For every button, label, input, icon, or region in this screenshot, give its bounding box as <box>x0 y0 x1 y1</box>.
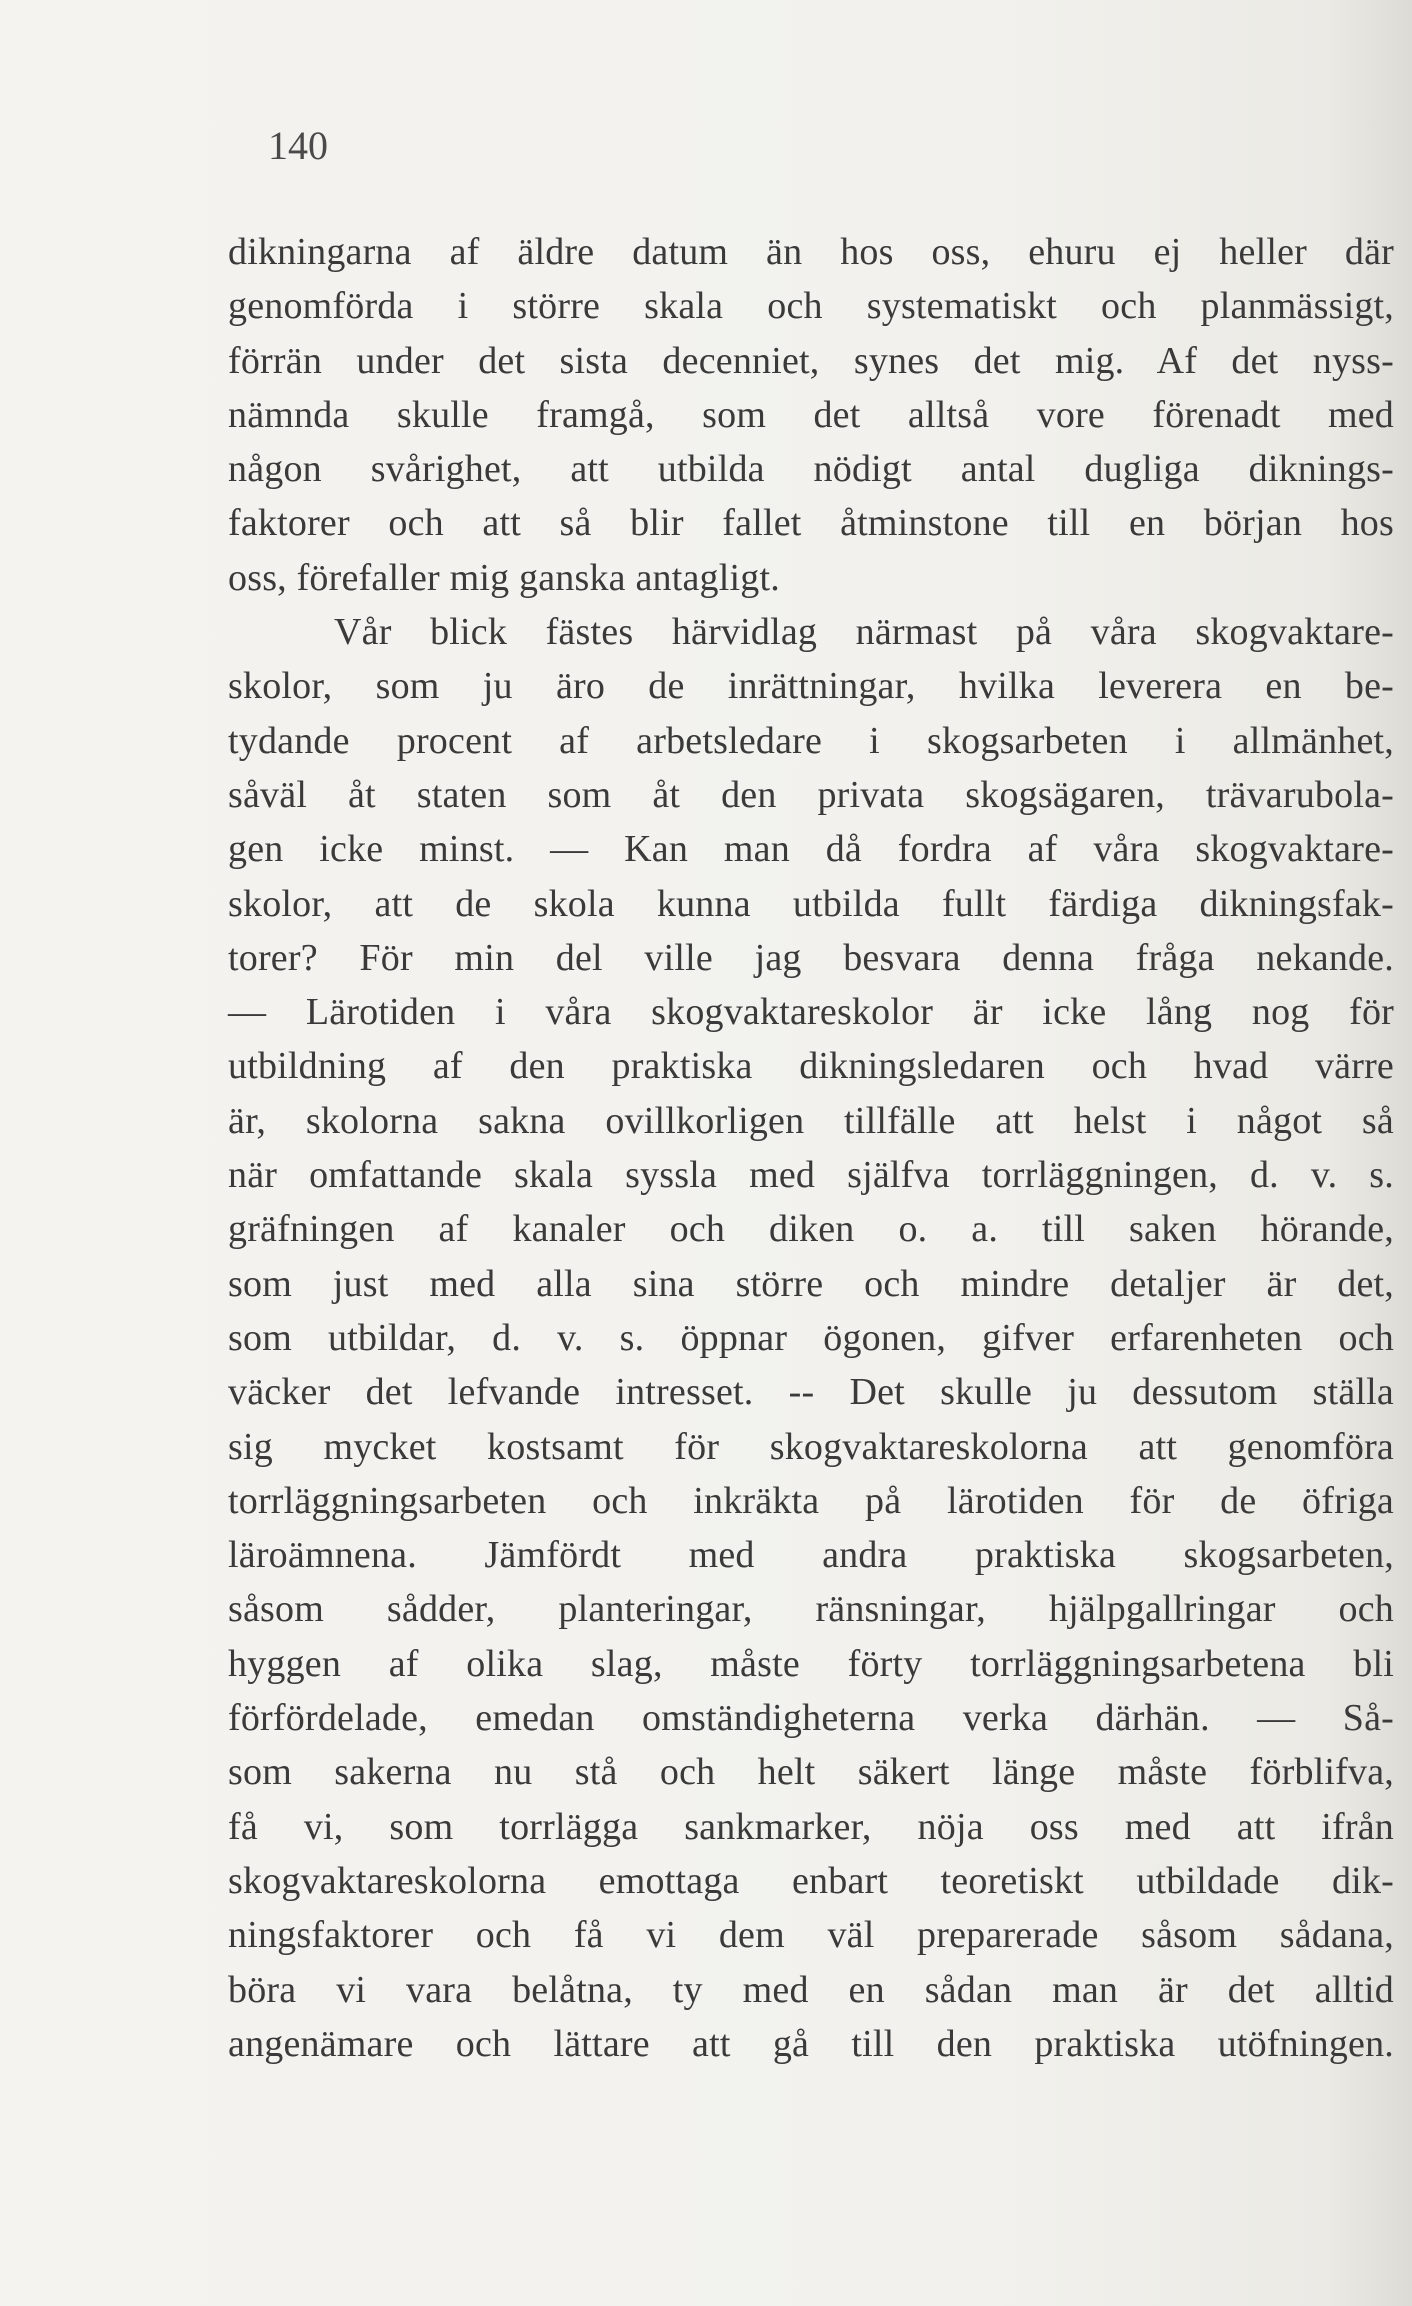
text-line: skogvaktareskolorna emottaga enbart teoretiskt utbildade dik- <box>228 1859 1394 1902</box>
text-line: hyggen af olika slag, måste förty torrläggningsarbetena bli <box>228 1642 1394 1685</box>
text-line: tydande procent af arbetsledare i skogsarbeten i allmänhet, <box>228 719 1394 762</box>
text-line: — Lärotiden i våra skogvaktareskolor är icke lång nog för <box>228 991 1394 1034</box>
text-line: någon svårighet, att utbilda nödigt antal dugliga diknings- <box>228 448 1394 491</box>
text-line-paragraph-start: Vår blick fästes härvidlag närmast på våra skogvaktare- <box>334 611 1394 654</box>
text-line: få vi, som torrlägga sankmarker, nöja oss med att ifrån <box>228 1805 1394 1848</box>
text-line: som sakerna nu stå och helt säkert länge måste förblifva, <box>228 1751 1394 1794</box>
text-line: utbildning af den praktiska dikningsledaren och hvad värre <box>228 1045 1394 1088</box>
text-line: läroämnena. Jämfördt med andra praktiska skogsarbeten, <box>228 1534 1394 1577</box>
text-line: som utbildar, d. v. s. öppnar ögonen, gifver erfarenheten och <box>228 1316 1394 1359</box>
page-number: 140 <box>268 123 328 168</box>
text-line: nämnda skulle framgå, som det alltså vore förenadt med <box>228 393 1394 436</box>
text-line: torer? För min del ville jag besvara denna fråga nekande. <box>228 936 1394 979</box>
text-line: förfördelade, emedan omständigheterna verka därhän. — Så- <box>228 1697 1394 1740</box>
text-line: när omfattande skala syssla med själfva torrläggningen, d. v. s. <box>228 1154 1394 1197</box>
text-line: förrän under det sista decenniet, synes det mig. Af det nyss- <box>228 339 1394 382</box>
text-line: gräfningen af kanaler och diken o. a. till saken hörande, <box>228 1208 1394 1251</box>
text-line: väcker det lefvande intresset. -- Det skulle ju dessutom ställa <box>228 1371 1394 1414</box>
text-line: angenämare och lättare att gå till den praktiska utöfningen. <box>228 2022 1394 2065</box>
text-line: torrläggningsarbeten och inkräkta på lärotiden för de öfriga <box>228 1479 1394 1522</box>
text-line: som just med alla sina större och mindre detaljer är det, <box>228 1262 1394 1305</box>
text-line: sig mycket kostsamt för skogvaktareskolorna att genomföra <box>228 1425 1394 1468</box>
text-line: såsom sådder, planteringar, ränsningar, hjälpgallringar och <box>228 1588 1394 1631</box>
text-line: faktorer och att så blir fallet åtminstone till en början hos <box>228 502 1394 545</box>
text-line: skolor, att de skola kunna utbilda fullt färdiga dikningsfak- <box>228 882 1394 925</box>
text-line: genomförda i större skala och systematiskt och planmässigt, <box>228 285 1394 328</box>
text-line: oss, förefaller mig ganska antagligt. <box>228 556 780 599</box>
text-line: böra vi vara belåtna, ty med en sådan man är det alltid <box>228 1968 1394 2011</box>
text-line: dikningarna af äldre datum än hos oss, ehuru ej heller där <box>228 231 1394 273</box>
text-line: är, skolorna sakna ovillkorligen tillfälle att helst i något så <box>228 1099 1394 1142</box>
body-text <box>228 225 1394 2071</box>
text-line: gen icke minst. — Kan man då fordra af våra skogvaktare- <box>228 828 1394 871</box>
text-line: skolor, som ju äro de inrättningar, hvilka leverera en be- <box>228 665 1394 708</box>
text-line: ningsfaktorer och få vi dem väl preparerade såsom sådana, <box>228 1914 1394 1957</box>
text-line: såväl åt staten som åt den privata skogsägaren, trävarubola- <box>228 773 1394 816</box>
